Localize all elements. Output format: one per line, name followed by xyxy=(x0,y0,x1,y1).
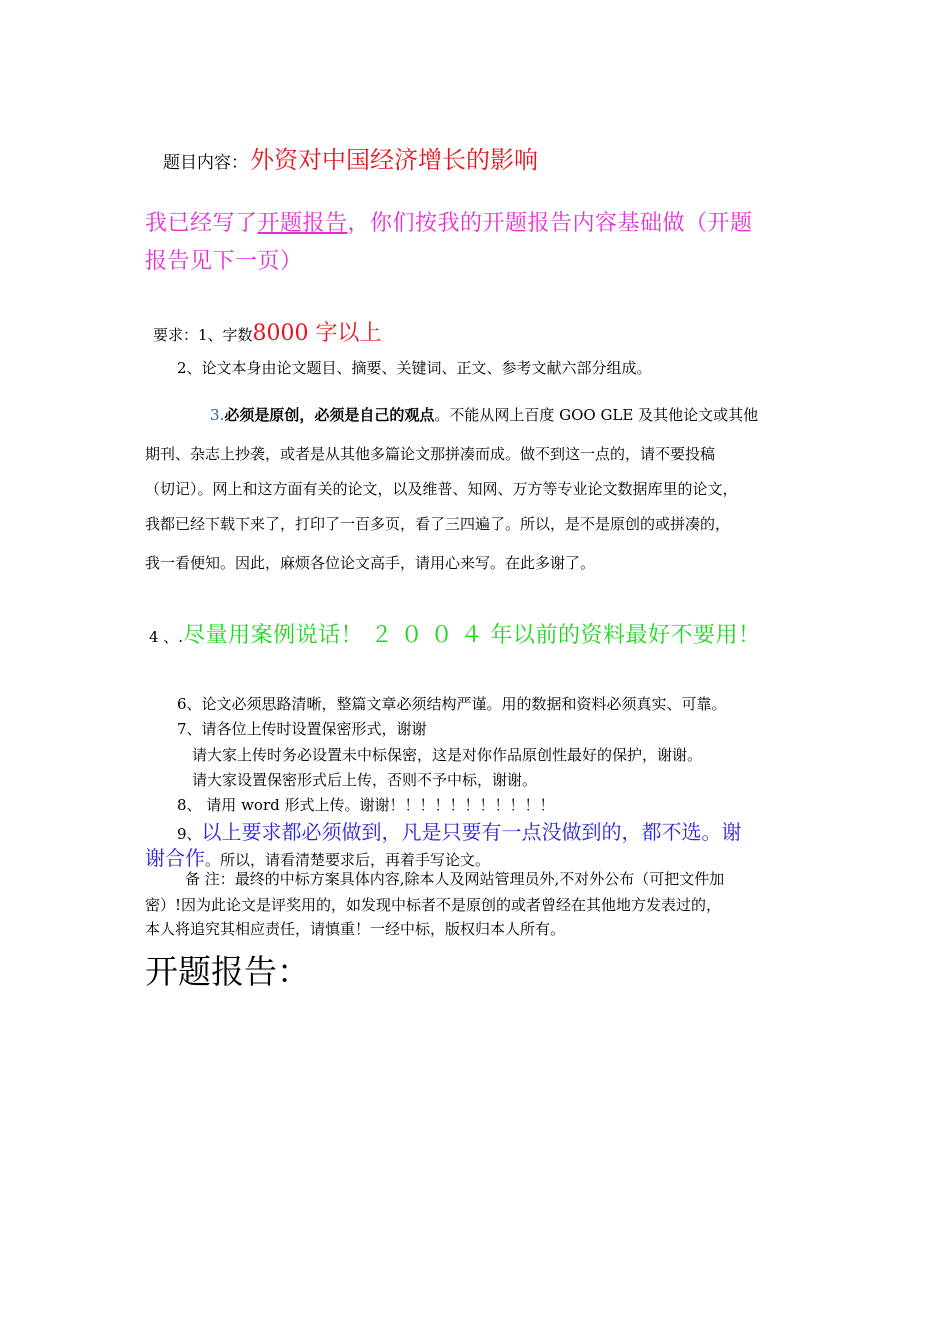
note-line-1: 备 注：最终的中标方案具体内容,除本人及网站管理员外,不对外公布（可把文件加 xyxy=(185,870,725,888)
requirement-4-number: 4 、. xyxy=(149,628,184,646)
section-heading: 开题报告： xyxy=(145,952,310,991)
requirement-label: 要求：1、字数 xyxy=(153,326,253,344)
topic-value: 外资对中国经济增长的影响 xyxy=(250,146,538,174)
intro-line-1 xyxy=(145,206,753,237)
topic-line xyxy=(163,140,538,175)
requirement-9-line-1 xyxy=(177,816,742,845)
requirement-3-bold: 必须是原创，必须是自己的观点 xyxy=(224,406,435,424)
note-line-3: 本人将追究其相应责任，请慎重！一经中标，版权归本人所有。 xyxy=(145,920,566,938)
requirement-8: 8、 请用 word 形式上传。谢谢！！！！！！！！！！！ xyxy=(177,796,555,814)
requirement-9-line-2 xyxy=(145,842,490,871)
word-count: 8000 字以上 xyxy=(252,321,382,346)
topic-label: 题目内容： xyxy=(163,153,248,173)
intro-line-2: 报告见下一页） xyxy=(145,249,303,274)
requirement-3-line-1 xyxy=(210,404,758,425)
requirement-7: 7、请各位上传时设置保密形式，谢谢 xyxy=(177,720,427,738)
requirement-6: 6、论文必须思路清晰，整篇文章必须结构严谨。用的数据和资料必须真实、可靠。 xyxy=(177,695,727,713)
requirement-9-emphasis-1: 以上要求都必须做到，凡是只要有一点没做到的，都不选。谢 xyxy=(201,820,742,844)
intro-text-post: ，你们按我的开题报告内容基础做（开题 xyxy=(347,211,753,236)
requirement-7-sub-2: 请大家设置保密形式后上传，否则不予中标，谢谢。 xyxy=(192,771,538,789)
requirement-9-number: 9、 xyxy=(177,825,202,843)
requirement-3-line-2: 期刊、杂志上抄袭，或者是从其他多篇论文那拼凑而成。做不到这一点的，请不要投稿 xyxy=(145,445,716,463)
intro-text-pre: 我已经写了 xyxy=(145,211,258,236)
requirement-7-sub-1: 请大家上传时务必设置未中标保密，这是对你作品原创性最好的保护，谢谢。 xyxy=(192,746,703,764)
requirement-3-line-4: 我都已经下载下来了，打印了一百多页，看了三四遍了。所以，是不是原创的或拼凑的， xyxy=(145,515,731,533)
requirement-9-rest: 。所以，请看清楚要求后，再着手写论文。 xyxy=(205,851,491,869)
requirement-1 xyxy=(153,316,382,347)
requirement-2: 2、论文本身由论文题目、摘要、关键词、正文、参考文献六部分组成。 xyxy=(177,359,652,377)
requirement-3-line-3: （切记）。网上和这方面有关的论文，以及维普、知网、万方等专业论文数据库里的论文， xyxy=(145,480,738,498)
requirement-9-emphasis-2: 谢合作 xyxy=(145,846,205,870)
requirement-3-rest: 。不能从网上百度 GOO GLE 及其他论文或其他 xyxy=(434,406,759,424)
requirement-3-number: 3. xyxy=(210,406,225,424)
requirement-4 xyxy=(149,618,761,649)
requirement-4-text: 尽量用案例说话！ ２ ０ ０ ４ 年以前的资料最好不要用！ xyxy=(183,623,761,648)
note-line-2: 密）!因为此论文是评奖用的，如发现中标者不是原创的或者曾经在其他地方发表过的， xyxy=(145,896,722,914)
intro-underlined-text: 开题报告 xyxy=(257,211,348,236)
requirement-3-line-5: 我一看便知。因此，麻烦各位论文高手，请用心来写。在此多谢了。 xyxy=(145,554,596,572)
